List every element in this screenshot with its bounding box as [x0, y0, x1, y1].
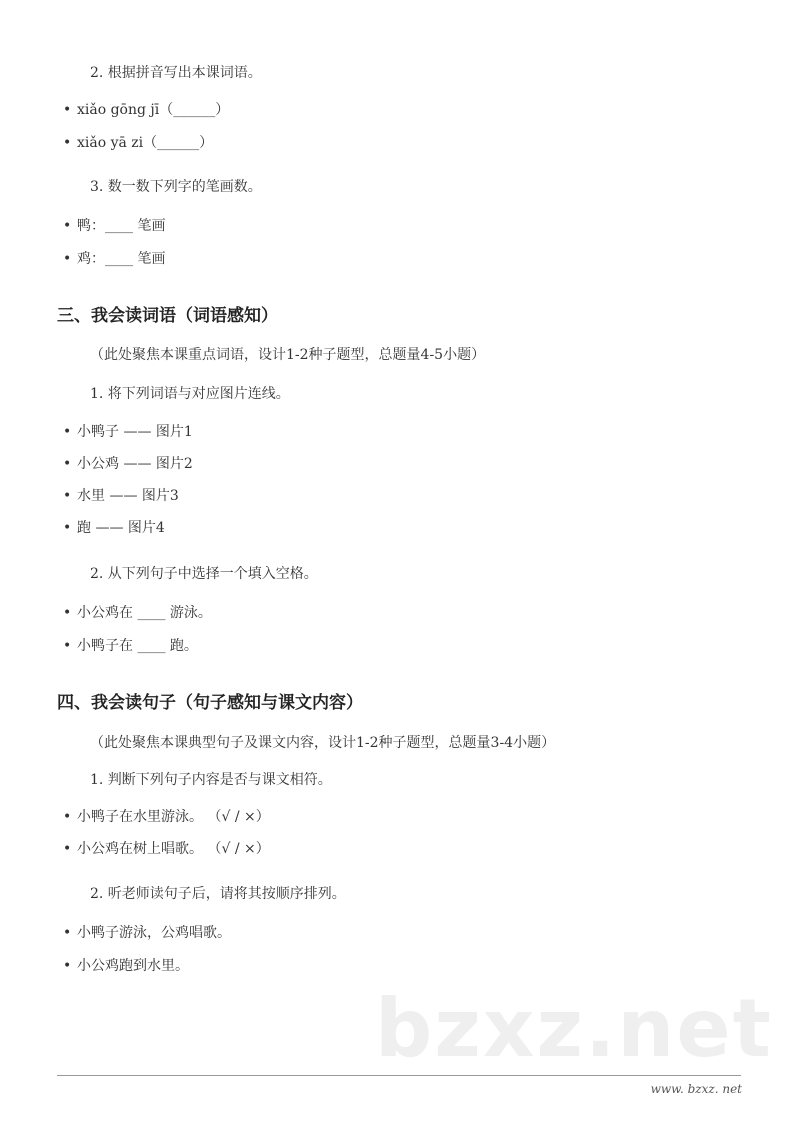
- list-item: • 小公鸡在树上唱歌。 （√ / ×）: [63, 840, 270, 858]
- section-3-note: （此处聚焦本课重点词语，设计1-2种子题型，总题量4-5小题）: [90, 347, 486, 363]
- section-4-note: （此处聚焦本课典型句子及课文内容，设计1-2种子题型，总题量3-4小题）: [90, 735, 556, 751]
- list-item: • 鸭：____ 笔画: [63, 217, 165, 235]
- list-item: • 跑 —— 图片4: [63, 519, 165, 537]
- list-item: • 小公鸡跑到水里。: [63, 957, 189, 975]
- question-1-heading: 1. 将下列词语与对应图片连线。: [90, 386, 290, 402]
- section-4-heading: 四、我会读句子（句子感知与课文内容）: [57, 693, 363, 713]
- footer-url: www. bzxz. net: [650, 1082, 742, 1096]
- question-1-heading: 1. 判断下列句子内容是否与课文相符。: [90, 772, 332, 788]
- list-item: • 小鸭子在水里游泳。 （√ / ×）: [63, 808, 270, 826]
- watermark: bzxz.net: [375, 982, 773, 1075]
- list-item: • 小鸭子游泳，公鸡唱歌。: [63, 924, 231, 942]
- footer-divider: [57, 1075, 741, 1076]
- question-2-heading: 2. 根据拼音写出本课词语。: [90, 65, 262, 81]
- question-2-heading: 2. 从下列句子中选择一个填入空格。: [90, 566, 318, 582]
- list-item: • 小公鸡 —— 图片2: [63, 455, 193, 473]
- question-3-heading: 3. 数一数下列字的笔画数。: [90, 179, 262, 195]
- list-item: • 小鸭子 —— 图片1: [63, 423, 193, 441]
- section-3-heading: 三、我会读词语（词语感知）: [57, 306, 278, 326]
- list-item: • 小公鸡在 ____ 游泳。: [63, 604, 212, 622]
- question-2-heading: 2. 听老师读句子后，请将其按顺序排列。: [90, 886, 346, 902]
- list-item: • 小鸭子在 ____ 跑。: [63, 637, 198, 655]
- list-item: • xiǎo yā zi（______）: [63, 134, 213, 152]
- list-item: • 鸡：____ 笔画: [63, 250, 165, 268]
- list-item: • 水里 —— 图片3: [63, 487, 179, 505]
- list-item: • xiǎo gōng jī（______）: [63, 101, 229, 119]
